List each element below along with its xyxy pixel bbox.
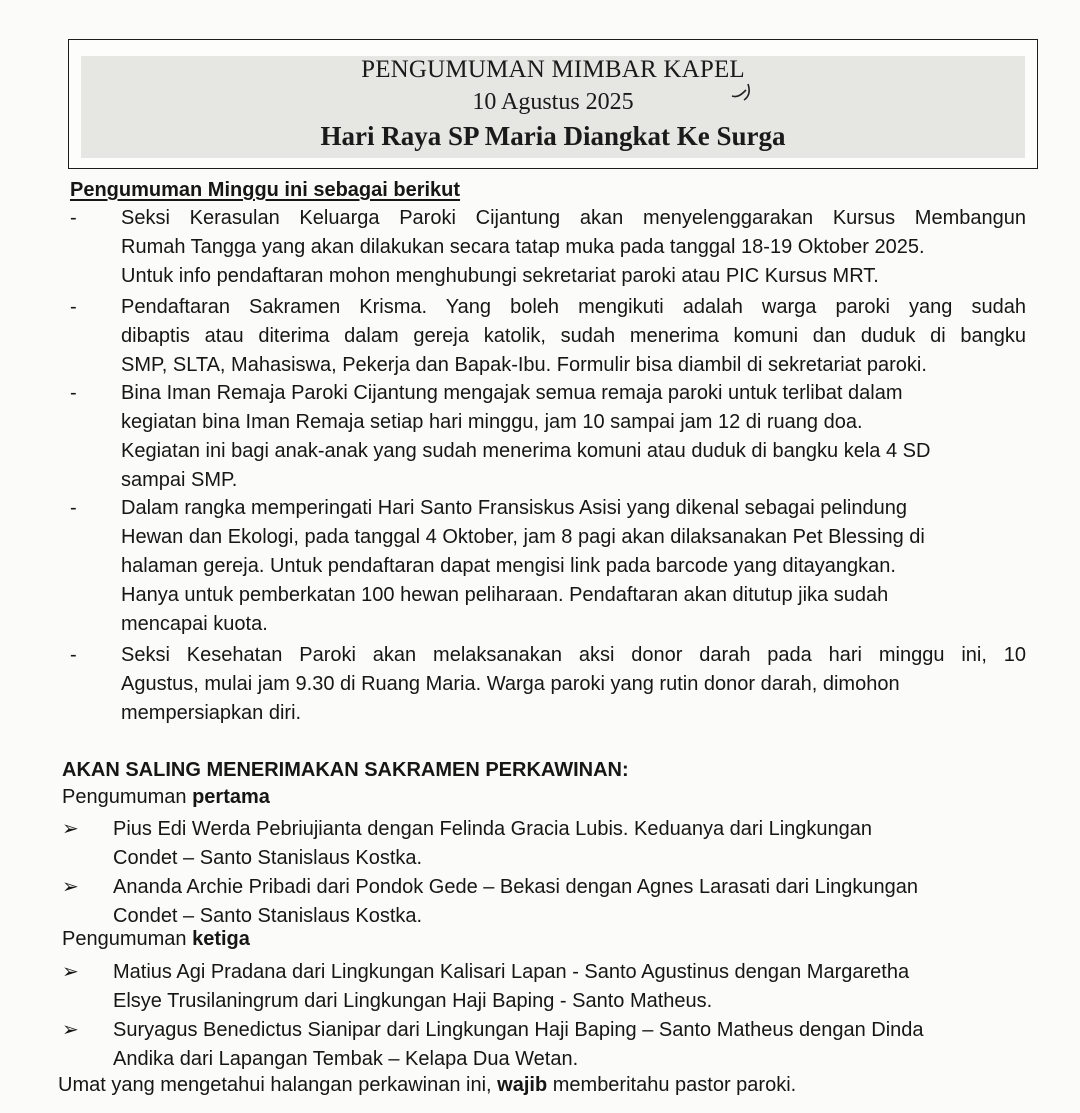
footer-after: memberitahu pastor paroki. bbox=[547, 1074, 797, 1096]
group-emphasis: pertama bbox=[192, 786, 270, 808]
footer-before: Umat yang mengetahui halangan perkawinan ini, bbox=[58, 1074, 498, 1096]
group-prefix: Pengumuman bbox=[62, 786, 193, 808]
item-line: Untuk info pendaftaran mohon menghubungi sekretariat paroki atau PIC Kursus MRT. bbox=[121, 265, 879, 287]
item-line: Agustus, mulai jam 9.30 di Ruang Maria. Warga paroki yang rutin donor darah, dimohon bbox=[121, 673, 900, 695]
item-line: sampai SMP. bbox=[121, 469, 238, 491]
entry-line: Andika dari Lapangan Tembak – Kelapa Dua Wetan. bbox=[113, 1048, 579, 1070]
announcement-item bbox=[121, 204, 1026, 291]
entry-line: Condet – Santo Stanislaus Kostka. bbox=[113, 905, 423, 927]
header-date: 10 Agustus 2025 bbox=[472, 89, 634, 115]
item-line: Rumah Tangga yang akan dilakukan secara tatap muka pada tanggal 18-19 Oktober 2025. bbox=[121, 236, 925, 258]
announcement-item bbox=[121, 379, 1026, 495]
section-title-weekly: Pengumuman Minggu ini sebagai berikut bbox=[70, 179, 461, 201]
arrow-bullet: ➢ bbox=[62, 818, 79, 840]
item-line: dibaptis atau diterima dalam gereja katolik, sudah menerima komuni dan duduk di bangku bbox=[121, 325, 1026, 347]
footer-note bbox=[58, 1074, 796, 1097]
entry-line: Matius Agi Pradana dari Lingkungan Kalisari Lapan - Santo Agustinus dengan Margaretha bbox=[113, 961, 910, 983]
bullet-dash: - bbox=[70, 296, 77, 318]
group-heading-first bbox=[62, 786, 270, 809]
bullet-dash: - bbox=[70, 382, 77, 404]
bullet-dash: - bbox=[70, 207, 77, 229]
entry-line: Pius Edi Werda Pebriujianta dengan Felinda Gracia Lubis. Keduanya dari Lingkungan bbox=[113, 818, 873, 840]
arrow-bullet: ➢ bbox=[62, 961, 79, 983]
item-line: Hewan dan Ekologi, pada tanggal 4 Oktober, jam 8 pagi akan dilaksanakan Pet Blessing di bbox=[121, 526, 925, 548]
item-line: mempersiapkan diri. bbox=[121, 702, 302, 724]
item-line: Hanya untuk pemberkatan 100 hewan peliharaan. Pendaftaran akan ditutup jika sudah bbox=[121, 584, 889, 606]
item-line: halaman gereja. Untuk pendaftaran dapat mengisi link pada barcode yang ditayangkan. bbox=[121, 555, 896, 577]
item-line: mencapai kuota. bbox=[121, 613, 268, 635]
item-line: SMP, SLTA, Mahasiswa, Pekerja dan Bapak-Ibu. Formulir bisa diambil di sekretariat paroki. bbox=[121, 354, 927, 376]
item-line: Kegiatan ini bagi anak-anak yang sudah menerima komuni atau duduk di bangku kela 4 SD bbox=[121, 440, 931, 462]
announcement-item bbox=[121, 494, 1026, 639]
header-title: PENGUMUMAN MIMBAR KAPEL bbox=[361, 56, 745, 83]
arrow-bullet: ➢ bbox=[62, 876, 79, 898]
bullet-dash: - bbox=[70, 644, 77, 666]
group-emphasis: ketiga bbox=[192, 928, 250, 950]
footer-emphasis: wajib bbox=[497, 1074, 548, 1096]
entry-line: Elsye Trusilaningrum dari Lingkungan Haji Baping - Santo Matheus. bbox=[113, 990, 713, 1012]
item-line: Bina Iman Remaja Paroki Cijantung mengajak semua remaja paroki untuk terlibat dalam bbox=[121, 382, 903, 404]
handwritten-mark bbox=[728, 80, 758, 104]
header-box bbox=[68, 39, 1038, 169]
item-line: Seksi Kerasulan Keluarga Paroki Cijantung akan menyelenggarakan Kursus Membangun bbox=[121, 207, 1026, 229]
item-line: Pendaftaran Sakramen Krisma. Yang boleh mengikuti adalah warga paroki yang sudah bbox=[121, 296, 1026, 318]
item-line: Dalam rangka memperingati Hari Santo Fransiskus Asisi yang dikenal sebagai pelindung bbox=[121, 497, 907, 519]
marriage-entry bbox=[113, 958, 909, 1016]
entry-line: Ananda Archie Pribadi dari Pondok Gede – Bekasi dengan Agnes Larasati dari Lingkungan bbox=[113, 876, 919, 898]
announcement-item bbox=[121, 641, 1026, 728]
announcement-item bbox=[121, 293, 1026, 380]
entry-line: Suryagus Benedictus Sianipar dari Lingkungan Haji Baping – Santo Matheus dengan Dinda bbox=[113, 1019, 924, 1041]
item-line: Seksi Kesehatan Paroki akan melaksanakan aksi donor darah pada hari minggu ini, 10 bbox=[121, 644, 1026, 666]
marriage-entry bbox=[113, 873, 918, 931]
bullet-dash: - bbox=[70, 497, 77, 519]
arrow-bullet: ➢ bbox=[62, 1019, 79, 1041]
header-feast: Hari Raya SP Maria Diangkat Ke Surga bbox=[320, 121, 786, 151]
marriage-entry bbox=[113, 1016, 924, 1074]
section-title-marriage: AKAN SALING MENERIMAKAN SAKRAMEN PERKAWINAN: bbox=[62, 759, 629, 781]
group-heading-third bbox=[62, 928, 250, 951]
group-prefix: Pengumuman bbox=[62, 928, 193, 950]
marriage-entry bbox=[113, 815, 872, 873]
entry-line: Condet – Santo Stanislaus Kostka. bbox=[113, 847, 423, 869]
item-line: kegiatan bina Iman Remaja setiap hari minggu, jam 10 sampai jam 12 di ruang doa. bbox=[121, 411, 863, 433]
